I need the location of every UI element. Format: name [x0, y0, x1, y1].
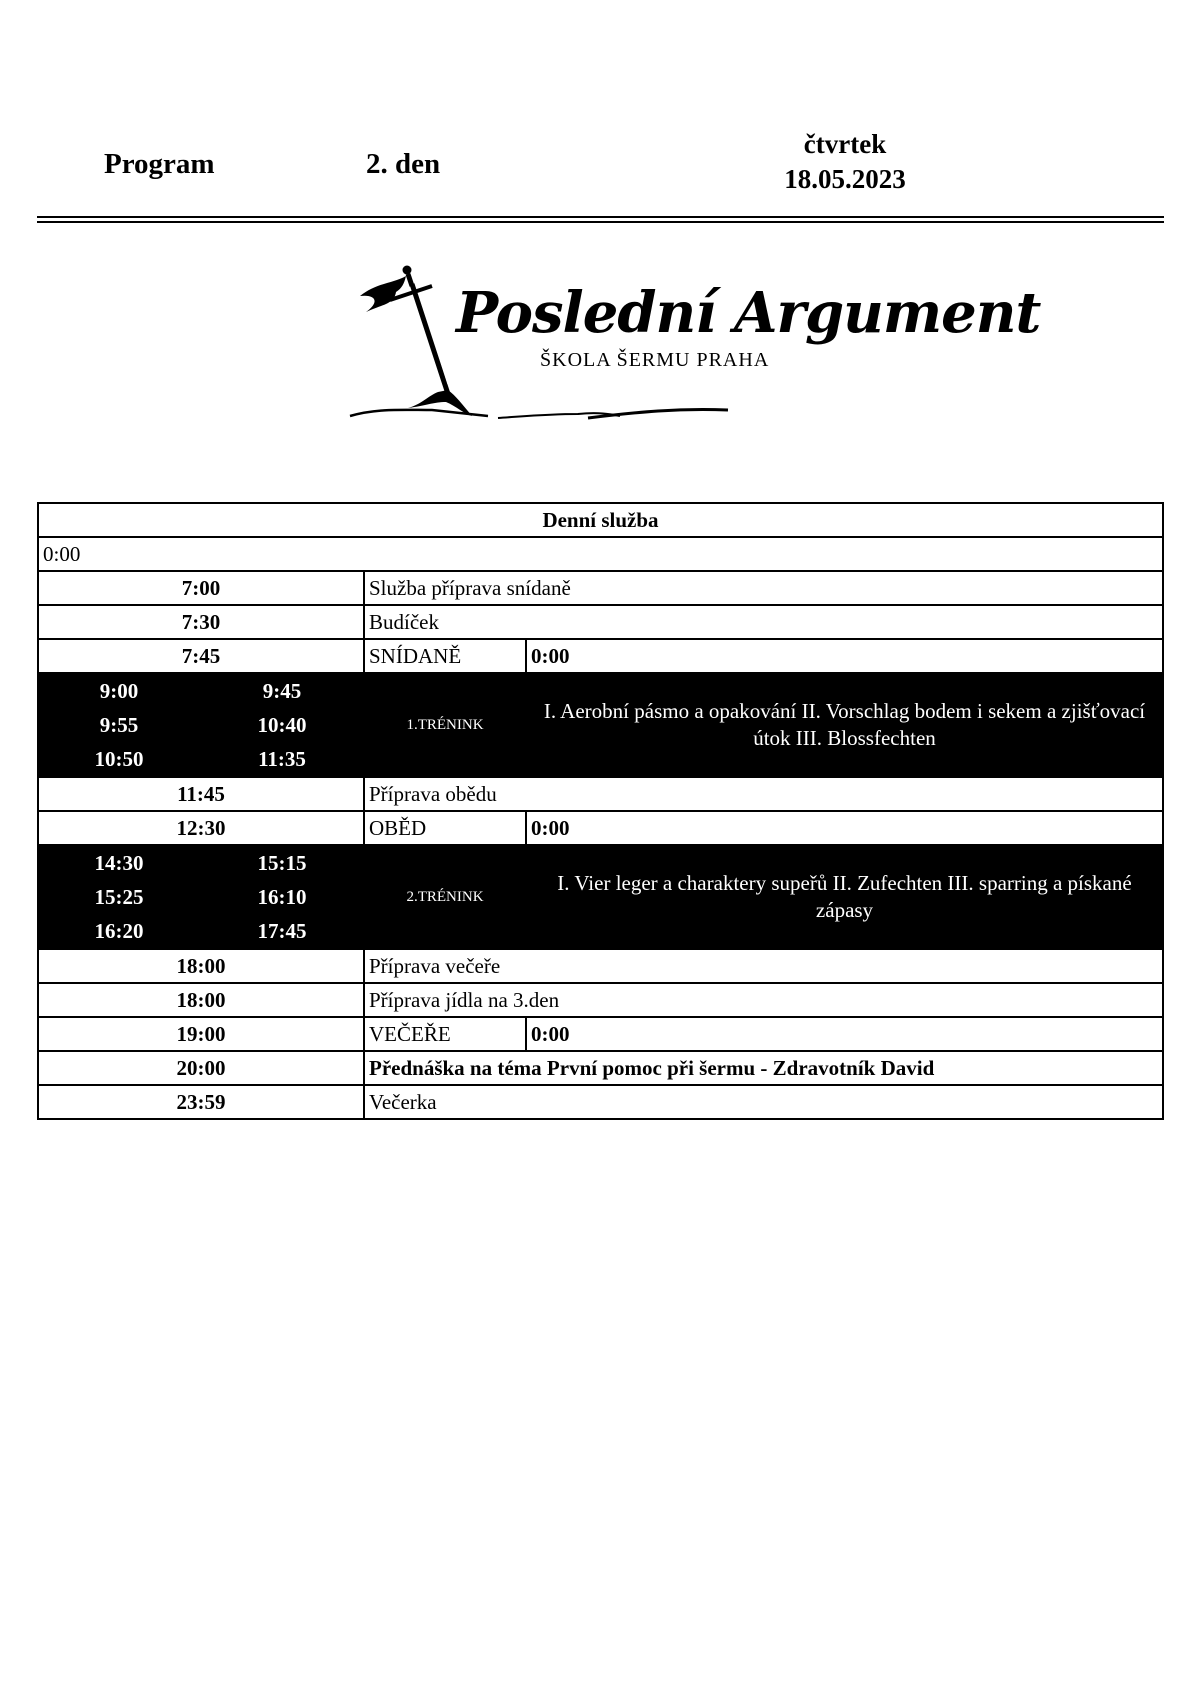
- row-activity: Budíček: [364, 605, 1163, 639]
- duty-title: Denní služba: [38, 503, 1163, 537]
- table-row: [38, 571, 1163, 605]
- training-start-time: 9:55: [38, 708, 200, 742]
- training-end-time: 15:15: [200, 845, 364, 880]
- date: 18.05.2023: [784, 164, 906, 194]
- school-logo: [348, 254, 1041, 424]
- row-activity: Večerka: [364, 1085, 1163, 1119]
- row-activity: Příprava jídla na 3.den: [364, 983, 1163, 1017]
- svg-text:Poslední Argument: Poslední Argument: [456, 280, 1041, 346]
- row-time: 23:59: [38, 1085, 364, 1119]
- row-extra-time: 0:00: [526, 639, 1163, 673]
- table-header-row: [38, 503, 1163, 537]
- row-time: 11:45: [38, 777, 364, 811]
- row-time: 18:00: [38, 983, 364, 1017]
- day-number: 2. den: [366, 148, 441, 180]
- training-end-time: 9:45: [200, 673, 364, 708]
- training-start-time: 14:30: [38, 845, 200, 880]
- row-time: 12:30: [38, 811, 364, 845]
- row-extra-time: 0:00: [526, 811, 1163, 845]
- training-start-time: 9:00: [38, 673, 200, 708]
- row-activity: Příprava večeře: [364, 949, 1163, 983]
- table-row: [38, 605, 1163, 639]
- training-1-description: I. Aerobní pásmo a opakování II. Vorschlag bodem i sekem a zjišťovací útok III. Blossfechten: [526, 673, 1163, 777]
- training-start-time: 15:25: [38, 880, 200, 914]
- row-activity: Příprava obědu: [364, 777, 1163, 811]
- row-time: 7:45: [38, 639, 364, 673]
- table-row: [38, 639, 1163, 673]
- table-row: [38, 777, 1163, 811]
- training-1-label: 1.TRÉNINK: [364, 673, 526, 777]
- duty-time: 0:00: [38, 537, 1163, 571]
- svg-text:ŠKOLA ŠERMU PRAHA: ŠKOLA ŠERMU PRAHA: [540, 349, 770, 371]
- row-extra-time: 0:00: [526, 1017, 1163, 1051]
- table-row: [38, 1017, 1163, 1051]
- row-activity: Služba příprava snídaně: [364, 571, 1163, 605]
- header-rule-bottom: [37, 221, 1164, 223]
- training-1-block-1: [38, 673, 1163, 708]
- duty-row: [38, 537, 1163, 571]
- training-end-time: 11:35: [200, 742, 364, 777]
- table-row: [38, 811, 1163, 845]
- training-2-block-1: [38, 845, 1163, 880]
- training-start-time: 10:50: [38, 742, 200, 777]
- row-activity: OBĚD: [364, 811, 526, 845]
- training-start-time: 16:20: [38, 914, 200, 949]
- weekday: čtvrtek: [803, 129, 887, 159]
- row-activity: SNÍDANĚ: [364, 639, 526, 673]
- training-end-time: 10:40: [200, 708, 364, 742]
- row-time: 19:00: [38, 1017, 364, 1051]
- training-end-time: 16:10: [200, 880, 364, 914]
- row-activity-lecture: Přednáška na téma První pomoc při šermu - Zdravotník David: [364, 1051, 1163, 1085]
- table-row: [38, 983, 1163, 1017]
- row-time: 20:00: [38, 1051, 364, 1085]
- table-row: [38, 1085, 1163, 1119]
- training-2-description: I. Vier leger a charaktery supeřů II. Zufechten III. sparring a pískané zápasy: [526, 845, 1163, 949]
- row-time: 7:30: [38, 605, 364, 639]
- row-time: 18:00: [38, 949, 364, 983]
- row-activity: VEČEŘE: [364, 1017, 526, 1051]
- header-rule-top: [37, 216, 1164, 218]
- table-row: [38, 949, 1163, 983]
- program-title: Program: [104, 148, 215, 180]
- table-row: [38, 1051, 1163, 1085]
- training-2-label: 2.TRÉNINK: [364, 845, 526, 949]
- row-time: 7:00: [38, 571, 364, 605]
- daily-schedule-table: [37, 502, 1164, 1120]
- training-end-time: 17:45: [200, 914, 364, 949]
